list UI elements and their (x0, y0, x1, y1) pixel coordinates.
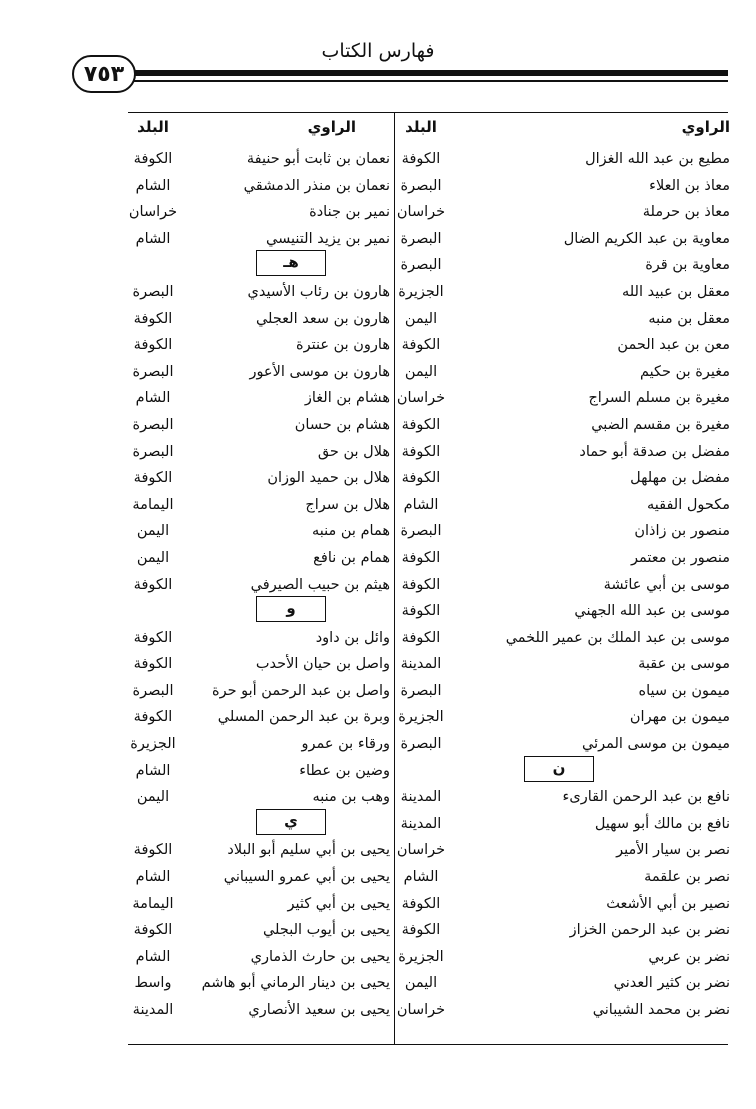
narrator-name: نصر بن علقمة (644, 869, 730, 886)
narrator-city: البصرة (132, 443, 174, 460)
narrator-name: نصير بن أبي الأشعث (606, 895, 730, 912)
letter-heading-box: هـ (256, 250, 326, 276)
narrator-name: موسى بن عبد الملك بن عمير اللخمي (505, 629, 730, 646)
narrator-name: وائل بن داود (315, 629, 390, 646)
narrator-name: معاذ بن حرملة (642, 204, 730, 221)
narrator-name: هشام بن الغاز (304, 390, 390, 407)
narrator-city: الجزيرة (130, 736, 176, 753)
narrator-city: اليمن (136, 523, 170, 540)
narrator-name: موسى بن أبي عائشة (603, 576, 730, 593)
table-row (0, 439, 756, 466)
narrator-name: يحيى بن أبي عمرو السيباني (223, 869, 390, 886)
narrator-name: مغيرة بن حكيم (639, 363, 730, 380)
table-row (0, 359, 756, 386)
narrator-name: نضر بن كثير العدني (613, 975, 730, 992)
narrator-city: الكوفة (133, 310, 173, 327)
narrator-city: البصرة (400, 230, 442, 247)
narrator-name: ورقاء بن عمرو (301, 736, 390, 753)
table-row (0, 173, 756, 200)
narrator-city: البصرة (400, 523, 442, 540)
narrator-name: وبرة بن عبد الرحمن المسلي (217, 709, 390, 726)
narrator-name: وهب بن منبه (312, 789, 390, 806)
narrator-name: نضر بن عربي (648, 948, 730, 965)
narrator-city: الكوفة (401, 576, 441, 593)
narrator-name: نافع بن عبد الرحمن القارىء (562, 789, 730, 806)
narrator-name: موسى بن عبد الله الجهني (574, 603, 730, 620)
letter-heading-box: و (256, 596, 326, 622)
table-row (0, 864, 756, 891)
narrator-city: الكوفة (401, 470, 441, 487)
narrator-name: مغيرة بن مقسم الضبي (591, 416, 730, 433)
narrator-city: اليمن (404, 310, 438, 327)
narrator-city: اليمامة (132, 895, 174, 912)
narrator-name: هارون بن رئاب الأسيدي (247, 283, 390, 300)
table-row (0, 199, 756, 226)
narrator-name: يحيى بن حارث الذماري (250, 948, 390, 965)
header-rule-thin (128, 80, 728, 82)
narrator-city: البصرة (132, 682, 174, 699)
narrator-city: البصرة (400, 736, 442, 753)
narrator-name: نعمان بن منذر الدمشقي (243, 177, 390, 194)
table-row (0, 465, 756, 492)
narrator-city: الكوفة (401, 337, 441, 354)
narrator-city: الكوفة (401, 895, 441, 912)
narrator-name: منصور بن معتمر (630, 549, 730, 566)
narrator-city: اليمن (404, 975, 438, 992)
narrator-city: خراسان (396, 1002, 446, 1018)
narrator-name: معن بن عبد الحمن (617, 337, 730, 354)
narrator-city: الكوفة (133, 842, 173, 859)
header-rule-thick (128, 70, 728, 76)
narrator-name: معقل بن عبيد الله (621, 283, 730, 300)
narrator-name: معاوية بن قرة (645, 257, 730, 274)
narrator-city: خراسان (128, 204, 178, 221)
narrator-city: خراسان (396, 204, 446, 221)
narrator-name: نمير بن يزيد التنيسي (266, 230, 390, 247)
narrator-name: نافع بن مالك أبو سهيل (594, 815, 730, 832)
narrator-name: يحيى بن سعيد الأنصاري (248, 1002, 390, 1018)
narrator-city: الشام (403, 869, 439, 886)
narrator-city: الشام (135, 762, 171, 779)
narrator-city: الكوفة (401, 151, 441, 167)
narrator-name: نضر بن محمد الشيباني (592, 1002, 730, 1018)
narrator-name: معاوية بن عبد الكريم الضال (563, 230, 730, 247)
narrator-name: موسى بن عقبة (638, 656, 730, 673)
narrator-city: الجزيرة (398, 948, 444, 965)
narrator-name: هلال بن حميد الوزان (267, 470, 390, 487)
narrator-city: البصرة (400, 682, 442, 699)
narrator-city: المدينة (400, 656, 442, 673)
narrator-city: الكوفة (401, 549, 441, 566)
table-row (0, 758, 756, 785)
table-row (0, 784, 756, 811)
narrator-city: الكوفة (133, 629, 173, 646)
narrator-name: همام بن منبه (311, 523, 390, 540)
letter-heading-box: ي (256, 809, 326, 835)
letter-heading-box: ن (524, 756, 594, 782)
narrator-name: وضين بن عطاء (299, 762, 390, 779)
narrator-city: الكوفة (401, 603, 441, 620)
narrator-name: ميمون بن موسى المرئي (581, 736, 730, 753)
narrator-city: اليمن (136, 789, 170, 806)
table-row (0, 306, 756, 333)
table-row (0, 385, 756, 412)
table-row (0, 226, 756, 253)
table-row (0, 731, 756, 758)
narrator-city: الكوفة (133, 922, 173, 939)
narrator-name: يحيى بن أبي كثير (287, 895, 390, 912)
narrator-city: اليمن (404, 363, 438, 380)
narrator-name: معاذ بن العلاء (649, 177, 730, 194)
narrator-city: الكوفة (133, 337, 173, 354)
right-city-header: البلد (405, 118, 437, 136)
narrator-name: يحيى بن أبي سليم أبو البلاد (227, 842, 390, 859)
table-row (0, 837, 756, 864)
table-row (0, 332, 756, 359)
narrator-city: الكوفة (401, 416, 441, 433)
table-row (0, 891, 756, 918)
table-row (0, 598, 756, 625)
table-row (0, 811, 756, 838)
table-row (0, 651, 756, 678)
narrator-name: هارون بن موسى الأعور (249, 363, 390, 380)
narrator-city: الشام (135, 948, 171, 965)
index-rows (0, 146, 756, 1024)
narrator-city: البصرة (132, 283, 174, 300)
narrator-city: الكوفة (401, 922, 441, 939)
narrator-city: الشام (135, 390, 171, 407)
table-row (0, 970, 756, 997)
narrator-name: همام بن نافع (313, 549, 390, 566)
page-number: ٧٥٣ (72, 55, 136, 93)
narrator-name: ميمون بن سياه (638, 682, 730, 699)
table-row (0, 518, 756, 545)
narrator-name: يحيى بن دينار الرماني أبو هاشم (201, 975, 390, 992)
page-title: فهارس الكتاب (321, 40, 435, 62)
narrator-name: هارون بن سعد العجلي (255, 310, 390, 327)
table-row (0, 545, 756, 572)
narrator-name: نضر بن عبد الرحمن الخزاز (569, 922, 730, 939)
narrator-city: البصرة (400, 257, 442, 274)
table-row (0, 917, 756, 944)
narrator-city: الجزيرة (398, 283, 444, 300)
narrator-city: الشام (403, 496, 439, 513)
narrator-city: الشام (135, 230, 171, 247)
table-row (0, 704, 756, 731)
narrator-name: نمير بن جنادة (309, 204, 390, 221)
narrator-name: مطيع بن عبد الله الغزال (585, 151, 730, 167)
narrator-city: الكوفة (133, 576, 173, 593)
narrator-city: الكوفة (401, 629, 441, 646)
narrator-city: الكوفة (133, 151, 173, 167)
table-row (0, 146, 756, 173)
table-row (0, 997, 756, 1024)
table-row (0, 625, 756, 652)
left-narrator-header: الراوي (307, 118, 356, 136)
narrator-name: هيثم بن حبيب الصيرفي (250, 576, 390, 593)
narrator-city: الكوفة (133, 709, 173, 726)
narrator-name: مفضل بن صدقة أبو حماد (579, 443, 730, 460)
narrator-name: هلال بن حق (317, 443, 390, 460)
narrator-city: البصرة (132, 363, 174, 380)
narrator-city: الشام (135, 177, 171, 194)
table-row (0, 412, 756, 439)
narrator-city: اليمامة (132, 496, 174, 513)
table-row (0, 492, 756, 519)
table-row (0, 678, 756, 705)
narrator-name: مغيرة بن مسلم السراج (588, 390, 730, 407)
narrator-name: هلال بن سراج (305, 496, 390, 513)
narrator-city: اليمن (136, 549, 170, 566)
left-city-header: البلد (137, 118, 169, 136)
narrator-city: المدينة (400, 789, 442, 806)
narrator-name: نعمان بن ثابت أبو حنيفة (246, 151, 390, 167)
table-row (0, 252, 756, 279)
table-row (0, 572, 756, 599)
narrator-name: مفضل بن مهلهل (630, 470, 730, 487)
narrator-city: الكوفة (133, 470, 173, 487)
narrator-city: البصرة (400, 177, 442, 194)
narrator-city: الشام (135, 869, 171, 886)
table-row (0, 944, 756, 971)
narrator-name: نصر بن سيار الأمير (616, 842, 730, 859)
narrator-city: واسط (134, 975, 172, 992)
narrator-name: واصل بن عبد الرحمن أبو حرة (211, 682, 390, 699)
narrator-city: المدينة (400, 815, 442, 832)
narrator-name: هشام بن حسان (294, 416, 390, 433)
narrator-city: خراسان (396, 390, 446, 407)
narrator-name: واصل بن حيان الأحدب (255, 656, 390, 673)
narrator-city: المدينة (132, 1002, 174, 1018)
narrator-name: ميمون بن مهران (629, 709, 730, 726)
narrator-name: مكحول الفقيه (646, 496, 730, 513)
narrator-name: هارون بن عنترة (295, 337, 390, 354)
narrator-city: البصرة (132, 416, 174, 433)
narrator-city: الجزيرة (398, 709, 444, 726)
table-row (0, 279, 756, 306)
narrator-name: معقل بن منبه (648, 310, 730, 327)
narrator-city: الكوفة (401, 443, 441, 460)
right-narrator-header: الراوي (681, 118, 730, 136)
narrator-city: الكوفة (133, 656, 173, 673)
narrator-city: خراسان (396, 842, 446, 859)
narrator-name: يحيى بن أيوب البجلي (262, 922, 390, 939)
narrator-name: منصور بن زاذان (634, 523, 730, 540)
